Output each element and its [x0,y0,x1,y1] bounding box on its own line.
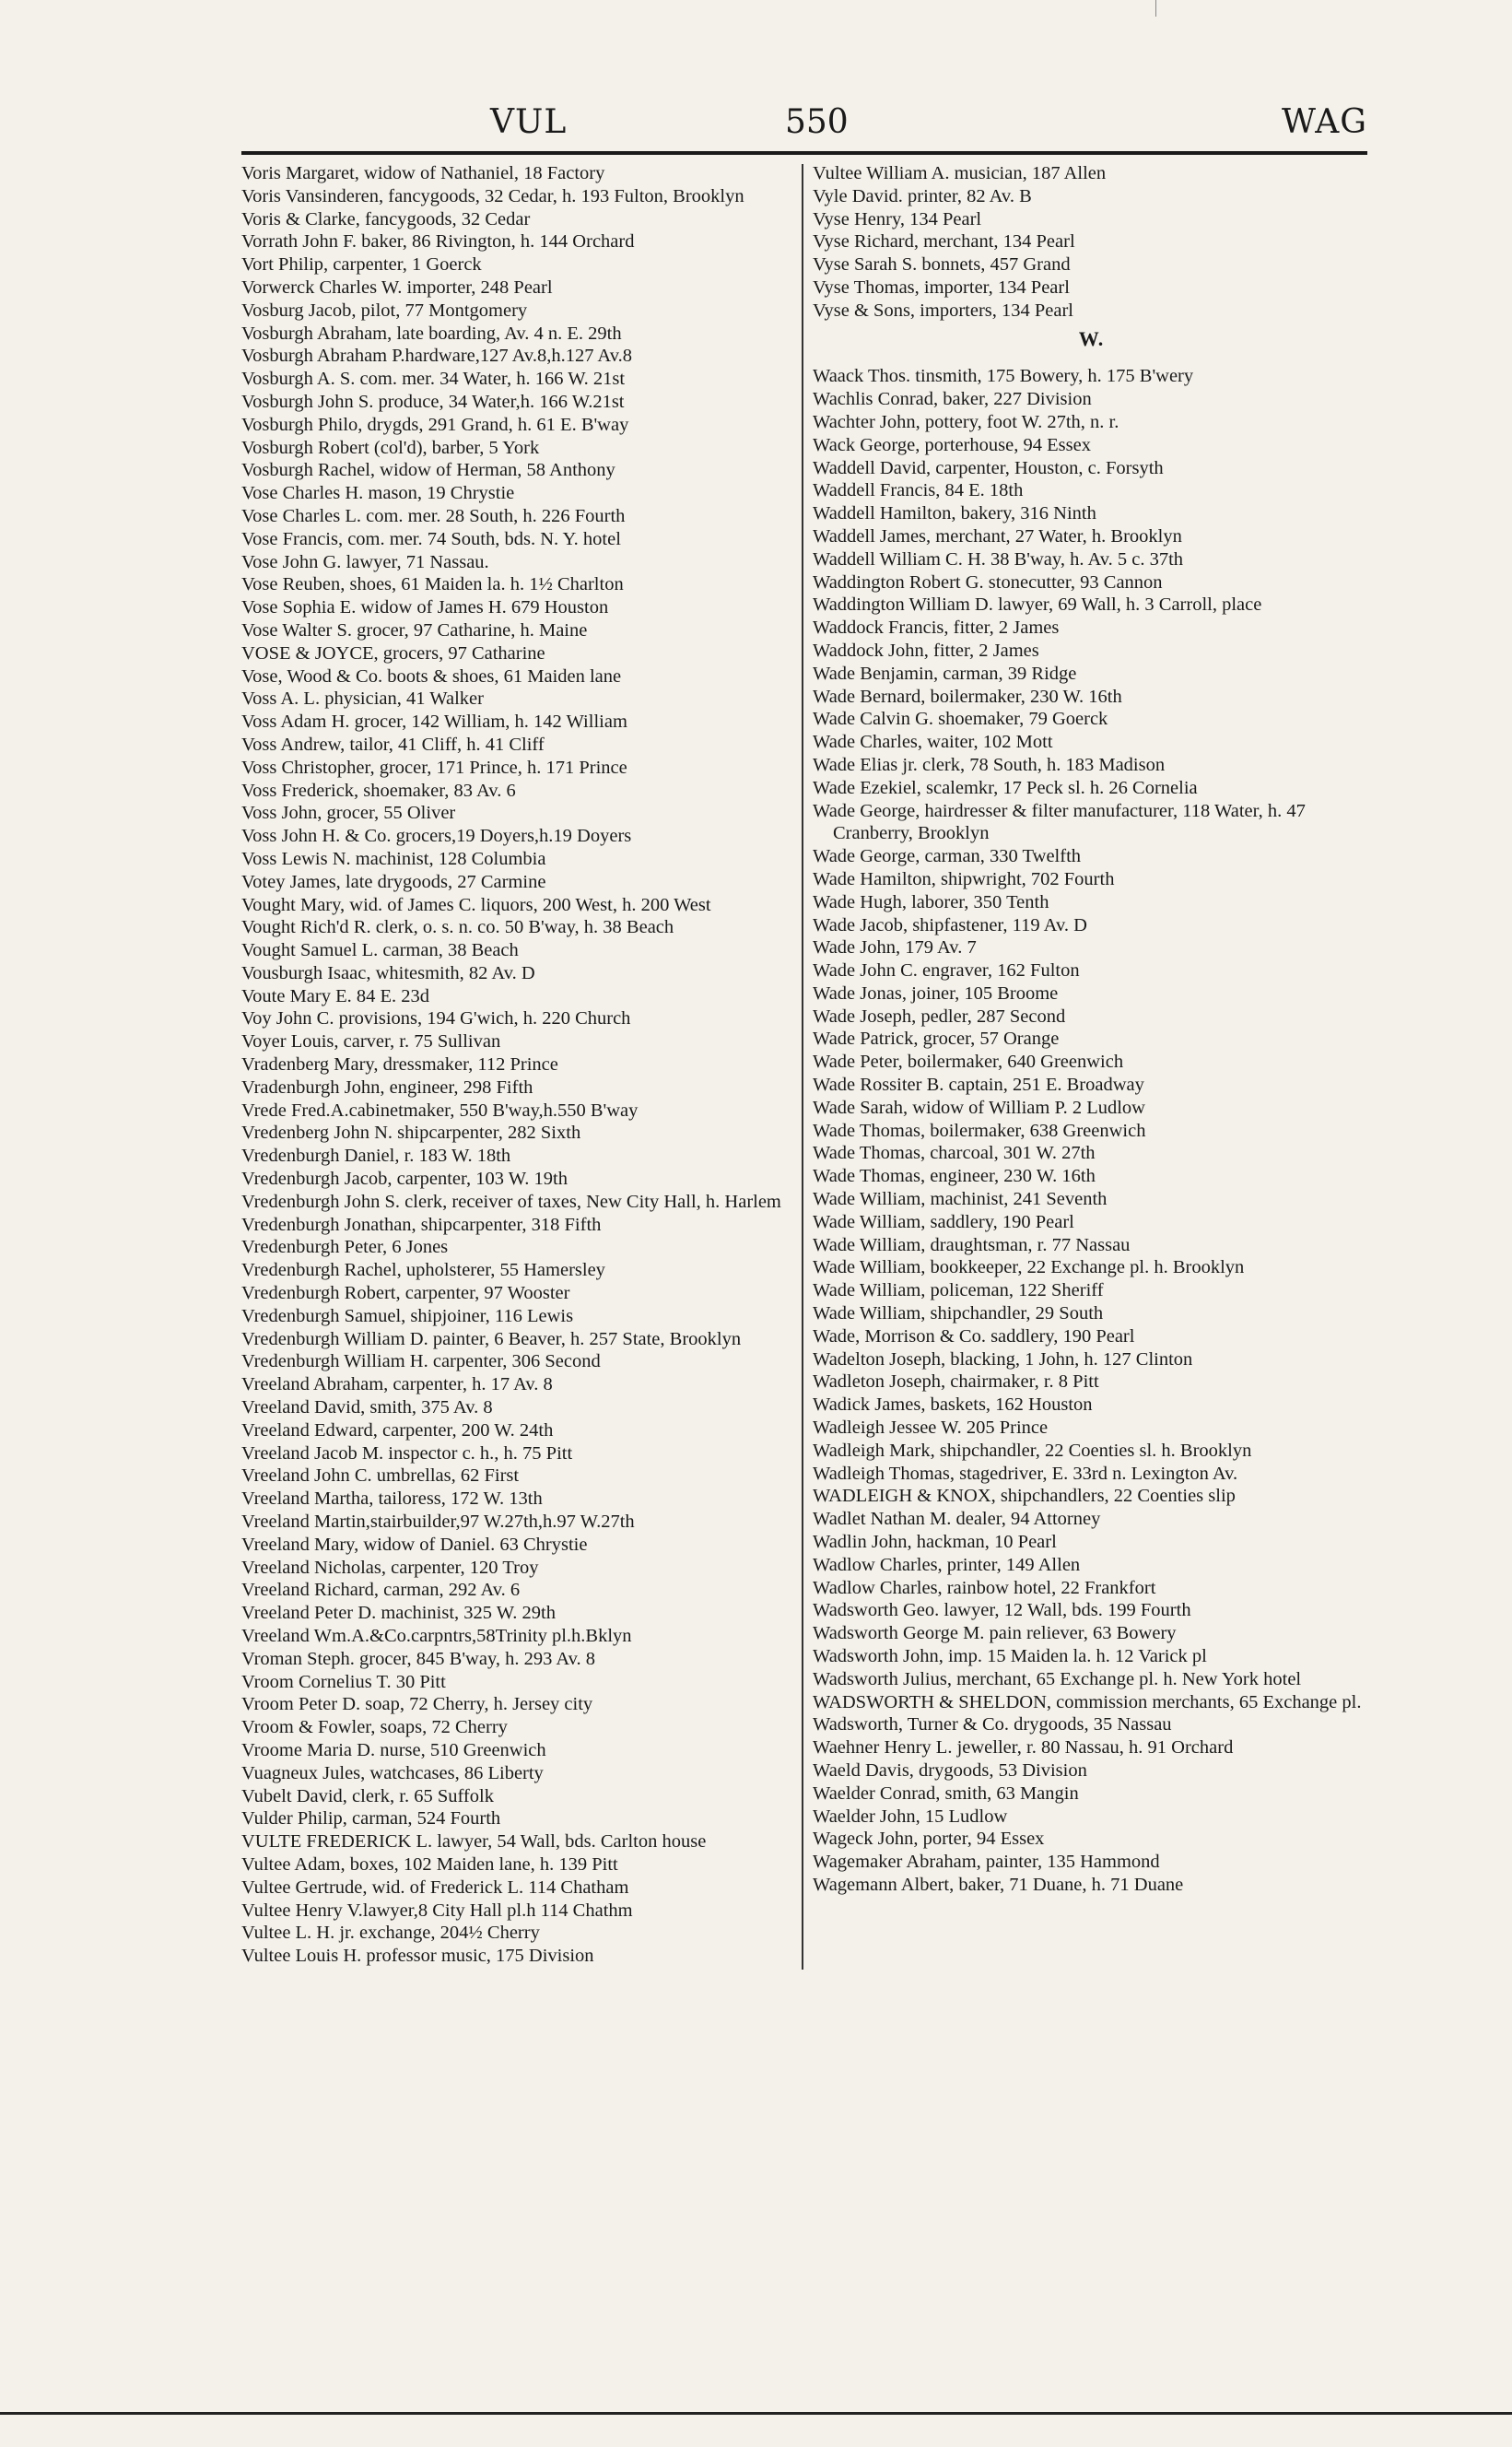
left-column [241,162,813,1968]
directory-entry: Vredenburgh Jacob, carpenter, 103 W. 19th [241,1169,568,1190]
directory-entry: Vreeland Mary, widow of Daniel. 63 Chrystie [241,1534,588,1555]
directory-entry: Wade Joseph, pedler, 287 Second [813,1006,1066,1027]
directory-entry: Waelder John, 15 Ludlow [813,1806,1008,1827]
directory-entry: Wade Bernard, boilermaker, 230 W. 16th [813,686,1122,707]
directory-entry: Vousburgh Isaac, whitesmith, 82 Av. D [241,962,535,983]
directory-entry: Wadleigh Mark, shipchandler, 22 Coenties sl. h. Brooklyn [813,1440,1252,1461]
directory-entry: Vosburgh Rachel, widow of Herman, 58 Anthony [241,460,615,481]
directory-entry: Wade William, saddlery, 190 Pearl [813,1211,1074,1232]
directory-entry: VULTE FREDERICK L. lawyer, 54 Wall, bds. Carlton house [241,1831,707,1853]
directory-entry: Vredenburgh Jonathan, shipcarpenter, 318 Fifth [241,1214,602,1235]
header-rule [241,151,1367,155]
directory-entry: Wachlis Conrad, baker, 227 Division [813,389,1092,410]
directory-entry: WADLEIGH & KNOX, shipchandlers, 22 Coenties slip [813,1486,1236,1507]
edge-mark [1155,0,1156,17]
directory-entry: Voss Frederick, shoemaker, 83 Av. 6 [241,780,516,801]
directory-entry: Voris & Clarke, fancygoods, 32 Cedar [241,208,531,229]
directory-entry: Vroom Peter D. soap, 72 Cherry, h. Jersey city [241,1694,593,1715]
directory-entry: Vreeland Richard, carman, 292 Av. 6 [241,1580,521,1601]
directory-entry: Wade William, policeman, 122 Sheriff [813,1280,1104,1301]
directory-entry: Waddell Hamilton, bakery, 316 Ninth [813,503,1096,524]
directory-entry: Vredenburgh Samuel, shipjoiner, 116 Lewis [241,1305,574,1326]
directory-entry: Vredenburgh John S. clerk, receiver of taxes, New City Hall, h. Harlem [241,1191,781,1212]
directory-entry: Waelder Conrad, smith, 63 Mangin [813,1782,1079,1804]
directory-entry: Vredenburgh William H. carpenter, 306 Second [241,1351,601,1372]
bottom-edge [0,2412,1512,2415]
directory-entry: Wade John, 179 Av. 7 [813,937,977,959]
directory-entry: Vosburgh A. S. com. mer. 34 Water, h. 166 W. 21st [241,369,626,390]
directory-entry: Wade Thomas, boilermaker, 638 Greenwich [813,1120,1146,1141]
directory-entry: Wadelton Joseph, blacking, 1 John, h. 127 Clinton [813,1348,1193,1370]
column-divider [802,164,803,1970]
directory-entry: Voss A. L. physician, 41 Walker [241,688,484,710]
directory-entry: Wade Calvin G. shoemaker, 79 Goerck [813,709,1108,730]
section-heading-w: W. [1078,326,1105,350]
directory-entry: Vreeland Jacob M. inspector c. h., h. 75 Pitt [241,1442,573,1464]
directory-entry: Wadleigh Thomas, stagedriver, E. 33rd n. Lexington Av. [813,1463,1238,1484]
directory-entry: WADSWORTH & SHELDON, commission merchants, 65 Exchange pl. [813,1691,1362,1712]
directory-entry: Wade Hamilton, shipwright, 702 Fourth [813,868,1115,889]
directory-entry: Vreeland Abraham, carpenter, h. 17 Av. 8 [241,1374,553,1395]
directory-entry: Vosburgh Abraham P.hardware,127 Av.8,h.127 Av.8 [241,346,633,367]
directory-entry: Voss John H. & Co. grocers,19 Doyers,h.19 Doyers [241,826,632,847]
directory-entry: Wade Benjamin, carman, 39 Ridge [813,663,1077,684]
directory-entry: Wadlow Charles, rainbow hotel, 22 Frankfort [813,1577,1156,1598]
directory-entry: Votey James, late drygoods, 27 Carmine [241,871,546,892]
directory-entry: Wadsworth John, imp. 15 Maiden la. h. 12 Varick pl [813,1646,1207,1666]
directory-entry: Wade George, carman, 330 Twelfth [813,846,1082,867]
directory-entry: Wack George, porterhouse, 94 Essex [813,434,1091,455]
directory-entry: Vradenburgh John, engineer, 298 Fifth [241,1076,533,1098]
directory-entry: Vredenburgh Robert, carpenter, 97 Wooster [241,1283,570,1304]
directory-entry: Vosburgh Philo, drygds, 291 Grand, h. 61 E. B'way [241,414,629,435]
directory-entry: Waack Thos. tinsmith, 175 Bowery, h. 175 B'wery [813,366,1194,387]
directory-entry: Wadsworth, Turner & Co. drygoods, 35 Nassau [813,1714,1172,1735]
directory-entry: Wade Elias jr. clerk, 78 South, h. 183 Madison [813,754,1166,775]
right-column-w-entries [813,365,1370,1896]
directory-entry: Waehner Henry L. jeweller, r. 80 Nassau, h. 91 Orchard [813,1737,1234,1759]
directory-entry: Voss Adam H. grocer, 142 William, h. 142 William [241,712,627,733]
directory-entry: Vosburgh Abraham, late boarding, Av. 4 n. E. 29th [241,323,622,344]
directory-entry: Voris Margaret, widow of Nathaniel, 18 Factory [241,163,605,183]
directory-entry: Vyle David. printer, 82 Av. B [813,185,1032,206]
directory-entry: Voy John C. provisions, 194 G'wich, h. 220 Church [241,1008,631,1029]
directory-entry: Wade William, draughtsman, r. 77 Nassau [813,1234,1131,1255]
directory-entry: Waddington Robert G. stonecutter, 93 Cannon [813,571,1163,593]
directory-entry: Vought Mary, wid. of James C. liquors, 200 West, h. 200 West [241,894,711,915]
directory-entry: Waddington William D. lawyer, 69 Wall, h. 3 Carroll, place [813,594,1262,616]
directory-entry: Vort Philip, carpenter, 1 Goerck [241,254,482,276]
directory-entry: Vroman Steph. grocer, 845 B'way, h. 293 Av. 8 [241,1648,596,1669]
directory-entry: Vuagneux Jules, watchcases, 86 Liberty [241,1762,544,1783]
directory-entry: Wade Patrick, grocer, 57 Orange [813,1029,1060,1050]
directory-entry: Voss Lewis N. machinist, 128 Columbia [241,848,546,869]
directory-entry: Waddock Francis, fitter, 2 James [813,618,1060,639]
directory-entry: VOSE & JOYCE, grocers, 97 Catharine [241,642,545,664]
directory-entry: Wade Jonas, joiner, 105 Broome [813,982,1059,1004]
directory-entry: Waddell Francis, 84 E. 18th [813,480,1024,501]
directory-entry: Vose Francis, com. mer. 74 South, bds. N. Y. hotel [241,528,621,549]
directory-entry: Wadsworth George M. pain reliever, 63 Bowery [813,1623,1177,1644]
directory-entry: Vulder Philip, carman, 524 Fourth [241,1808,501,1829]
directory-entry: Vreeland John C. umbrellas, 62 First [241,1465,520,1487]
page-header [241,103,1367,149]
directory-entry: Wageck John, porter, 94 Essex [813,1829,1045,1850]
directory-entry: Vosburg Jacob, pilot, 77 Montgomery [241,300,528,321]
directory-entry: Vreeland Nicholas, carpenter, 120 Troy [241,1557,539,1578]
directory-entry: Vreeland Martha, tailoress, 172 W. 13th [241,1488,543,1510]
directory-entry: Vroom & Fowler, soaps, 72 Cherry [241,1717,508,1738]
directory-entry: Vose Walter S. grocer, 97 Catharine, h. Maine [241,619,588,641]
directory-entry: Wade Sarah, widow of William P. 2 Ludlow [813,1097,1145,1118]
directory-entry: Vought Samuel L. carman, 38 Beach [241,940,519,961]
directory-entry: Wade George, hairdresser & filter manufacturer, 118 Water, h. 47 Cranberry, Brooklyn [813,800,1306,844]
directory-entry: Vreeland Edward, carpenter, 200 W. 24th [241,1419,554,1441]
directory-entry: Vubelt David, clerk, r. 65 Suffolk [241,1785,494,1806]
directory-entry: Voss John, grocer, 55 Oliver [241,803,456,824]
directory-entry: Wade Ezekiel, scalemkr, 17 Peck sl. h. 26 Cornelia [813,777,1198,798]
directory-entry: Vreeland Martin,stairbuilder,97 W.27th,h.97 W.27th [241,1512,635,1533]
right-column-top-entries [813,162,1370,323]
directory-entry: Wadick James, baskets, 162 Houston [813,1394,1093,1416]
directory-entry: Vredenberg John N. shipcarpenter, 282 Sixth [241,1123,581,1144]
header-left-guide: VUL [490,103,568,141]
directory-entry: Vreeland David, smith, 375 Av. 8 [241,1397,493,1418]
page-number: 550 [785,103,849,141]
directory-entry: Wade, Morrison & Co. saddlery, 190 Pearl [813,1325,1135,1347]
directory-entry: Vose Sophia E. widow of James H. 679 Houston [241,597,609,618]
directory-entry: Vosburgh Robert (col'd), barber, 5 York [241,437,540,458]
directory-entry: Wade Thomas, charcoal, 301 W. 27th [813,1143,1096,1164]
directory-entry: Waddell David, carpenter, Houston, c. Forsyth [813,457,1164,478]
directory-entry: Vreeland Peter D. machinist, 325 W. 29th [241,1603,556,1624]
directory-entry: Waddock John, fitter, 2 James [813,640,1039,661]
directory-entry: Wachter John, pottery, foot W. 27th, n. r. [813,411,1119,432]
directory-entry: Wade Rossiter B. captain, 251 E. Broadway [813,1075,1144,1096]
directory-entry: Voss Andrew, tailor, 41 Cliff, h. 41 Cliff [241,734,545,755]
directory-entry: Vorwerck Charles W. importer, 248 Pearl [241,276,553,298]
directory-entry: Vyse Henry, 134 Pearl [813,208,982,229]
directory-entry: Wade John C. engraver, 162 Fulton [813,960,1080,982]
directory-entry: Vorrath John F. baker, 86 Rivington, h. 144 Orchard [241,231,635,253]
directory-entry: Vyse & Sons, importers, 134 Pearl [813,300,1073,321]
directory-entry: Vyse Richard, merchant, 134 Pearl [813,231,1075,253]
directory-entry: Wade William, machinist, 241 Seventh [813,1189,1108,1210]
directory-entry: Vought Rich'd R. clerk, o. s. n. co. 50 B'way, h. 38 Beach [241,917,674,938]
directory-entry: Wade Peter, boilermaker, 640 Greenwich [813,1052,1124,1073]
directory-entry: Wagemaker Abraham, painter, 135 Hammond [813,1852,1160,1873]
directory-entry: Vose Charles H. mason, 19 Chrystie [241,483,515,504]
directory-entry: Wadlin John, hackman, 10 Pearl [813,1532,1057,1553]
directory-entry: Vultee Adam, boxes, 102 Maiden lane, h. 139 Pitt [241,1853,618,1875]
directory-entry: Wadsworth Geo. lawyer, 12 Wall, bds. 199 Fourth [813,1600,1191,1621]
directory-entry: Wadsworth Julius, merchant, 65 Exchange pl. h. New York hotel [813,1668,1302,1689]
directory-entry: Vultee Gertrude, wid. of Frederick L. 114 Chatham [241,1876,629,1898]
directory-entry: Voss Christopher, grocer, 171 Prince, h. 171 Prince [241,757,627,778]
directory-entry: Wadlet Nathan M. dealer, 94 Attorney [813,1509,1101,1530]
directory-entry: Vultee William A. musician, 187 Allen [813,163,1107,183]
right-column [813,162,1370,1897]
directory-entry: Wade William, bookkeeper, 22 Exchange pl. h. Brooklyn [813,1257,1245,1278]
directory-entry: Vredenburgh William D. painter, 6 Beaver, h. 257 State, Brooklyn [241,1328,742,1349]
directory-entry: Wagemann Albert, baker, 71 Duane, h. 71 Duane [813,1874,1184,1895]
directory-entry: Wadleigh Jessee W. 205 Prince [813,1418,1049,1439]
directory-entry: Vyse Sarah S. bonnets, 457 Grand [813,254,1071,276]
directory-entry: Wade William, shipchandler, 29 South [813,1303,1104,1324]
directory-entry: Vreeland Wm.A.&Co.carpntrs,58Trinity pl.h.Bklyn [241,1626,632,1646]
directory-entry: Voyer Louis, carver, r. 75 Sullivan [241,1031,501,1053]
directory-entry: Vrede Fred.A.cabinetmaker, 550 B'way,h.550 B'way [241,1100,639,1121]
directory-entry: Waeld Davis, drygoods, 53 Division [813,1759,1087,1781]
directory-entry: Voute Mary E. 84 E. 23d [241,985,430,1006]
directory-entry: Vyse Thomas, importer, 134 Pearl [813,276,1070,298]
directory-entry: Vredenburgh Daniel, r. 183 W. 18th [241,1146,511,1167]
directory-entry: Wade Hugh, laborer, 350 Tenth [813,891,1049,912]
directory-entry: Vose Charles L. com. mer. 28 South, h. 226 Fourth [241,505,626,526]
directory-entry: Vultee Henry V.lawyer,8 City Hall pl.h 114 Chathm [241,1900,633,1921]
directory-entry: Wade Charles, waiter, 102 Mott [813,732,1053,753]
directory-entry: Vosburgh John S. produce, 34 Water,h. 166 W.21st [241,391,625,412]
directory-entry: Waddell James, merchant, 27 Water, h. Brooklyn [813,525,1182,547]
directory-entry: Vroome Maria D. nurse, 510 Greenwich [241,1739,546,1760]
directory-entry: Vose, Wood & Co. boots & shoes, 61 Maiden lane [241,665,622,687]
directory-entry: Vultee Louis H. professor music, 175 Division [241,1946,594,1967]
directory-entry: Vredenburgh Rachel, upholsterer, 55 Hamersley [241,1260,605,1281]
directory-entry: Vredenburgh Peter, 6 Jones [241,1237,449,1258]
directory-entry: Vose Reuben, shoes, 61 Maiden la. h. 1½ Charlton [241,574,624,595]
directory-entry: Waddell William C. H. 38 B'way, h. Av. 5 c. 37th [813,548,1184,570]
directory-entry: Vultee L. H. jr. exchange, 204½ Cherry [241,1923,540,1944]
header-right-guide: WAG [1282,103,1367,141]
directory-entry: Wade Jacob, shipfastener, 119 Av. D [813,914,1087,935]
directory-entry: Vose John G. lawyer, 71 Nassau. [241,551,489,572]
directory-entry: Wadlow Charles, printer, 149 Allen [813,1554,1081,1575]
directory-entry: Vradenberg Mary, dressmaker, 112 Prince [241,1054,558,1076]
directory-entry: Voris Vansinderen, fancygoods, 32 Cedar, h. 193 Fulton, Brooklyn [241,185,744,206]
directory-entry: Vroom Cornelius T. 30 Pitt [241,1671,446,1692]
directory-entry: Wade Thomas, engineer, 230 W. 16th [813,1166,1096,1187]
directory-entry: Wadleton Joseph, chairmaker, r. 8 Pitt [813,1371,1099,1393]
